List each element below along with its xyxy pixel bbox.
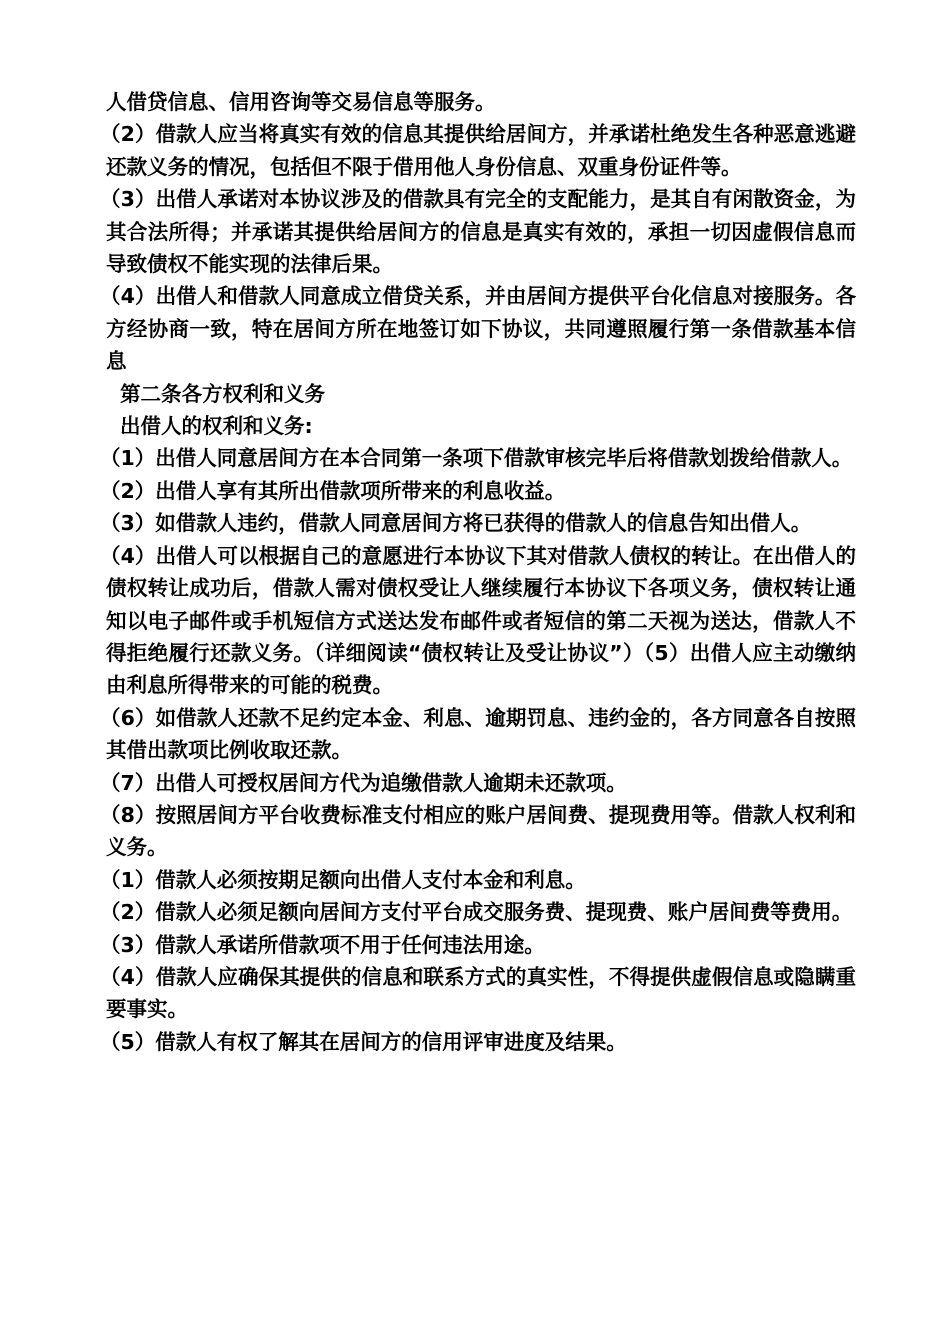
paragraph-continuation: 人借贷信息、信用咨询等交易信息等服务。 [106, 90, 496, 114]
paragraph-borrower-5: （5）借款人有权了解其在居间方的信用评审进度及结果。 [100, 1029, 627, 1054]
document-body [100, 86, 856, 1058]
paragraph-borrower-1: （1）借款人必须按期足额向出借人支付本金和利息。 [100, 867, 586, 892]
paragraph-clause-4: （4）出借人和借款人同意成立借贷关系，并由居间方提供平台化信息对接服务。各方经协商一致，特在居间方所在地签订如下协议，共同遵照履行第一条借款基本信息 [100, 284, 856, 374]
paragraph-borrower-3: （3）借款人承诺所借款项不用于任何违法用途。 [100, 932, 545, 957]
paragraph-clause-3: （3）出借人承诺对本协议涉及的借款具有完全的支配能力，是其自有闲散资金，为其合法所得；并承诺其提供给居间方的信息是真实有效的，承担一切因虚假信息而导致债权不能实现的法律后果。 [100, 187, 856, 277]
paragraph-lender-7: （7）出借人可授权居间方代为追缴借款人逾期未还款项。 [100, 770, 627, 795]
paragraph-lender-8: （8）按照居间方平台收费标准支付相应的账户居间费、提现费用等。借款人权利和义务。 [100, 802, 856, 860]
paragraph-clause-2: （2）借款人应当将真实有效的信息其提供给居间方，并承诺杜绝发生各种恶意逃避还款义务的情况，包括但不限于借用他人身份信息、双重身份证件等。 [100, 122, 856, 179]
paragraph-lender-3: （3）如借款人违约，借款人同意居间方将已获得的借款人的信息告知出借人。 [100, 511, 812, 536]
paragraph-borrower-2: （2）借款人必须足额向居间方支付平台成交服务费、提现费、账户居间费等费用。 [100, 900, 853, 925]
paragraph-borrower-4: （4）借款人应确保其提供的信息和联系方式的真实性，不得提供虚假信息或隐瞒重要事实。 [100, 964, 856, 1022]
paragraph-lender-2: （2）出借人享有其所出借款项所带来的利息收益。 [100, 478, 566, 503]
paragraph-lender-6: （6）如借款人还款不足约定本金、利息、逾期罚息、违约金的，各方同意各自按照其借出款项比例收取还款。 [100, 705, 856, 763]
paragraph-lender-1: （1）出借人同意居间方在本合同第一条项下借款审核完毕后将借款划拨给借款人。 [100, 446, 853, 471]
subheading-lender-rights: 出借人的权利和义务: [120, 414, 313, 439]
paragraph-lender-4-5: （4）出借人可以根据自己的意愿进行本协议下其对借款人债权的转让。在出借人的债权转让成功后，借款人需对债权受让人继续履行本协议下各项义务，债权转让通知以电子邮件或手机短信方式送达发布邮件或者短信的第二天视为送达，借款人不得拒绝履行还款义务。（详细阅读“债权转让及受让协议”）（5）出借人应主动缴纳由利息所得带来的可能的税费。 [100, 543, 856, 698]
section-heading-article-2: 第二条各方权利和义务 [120, 381, 325, 406]
